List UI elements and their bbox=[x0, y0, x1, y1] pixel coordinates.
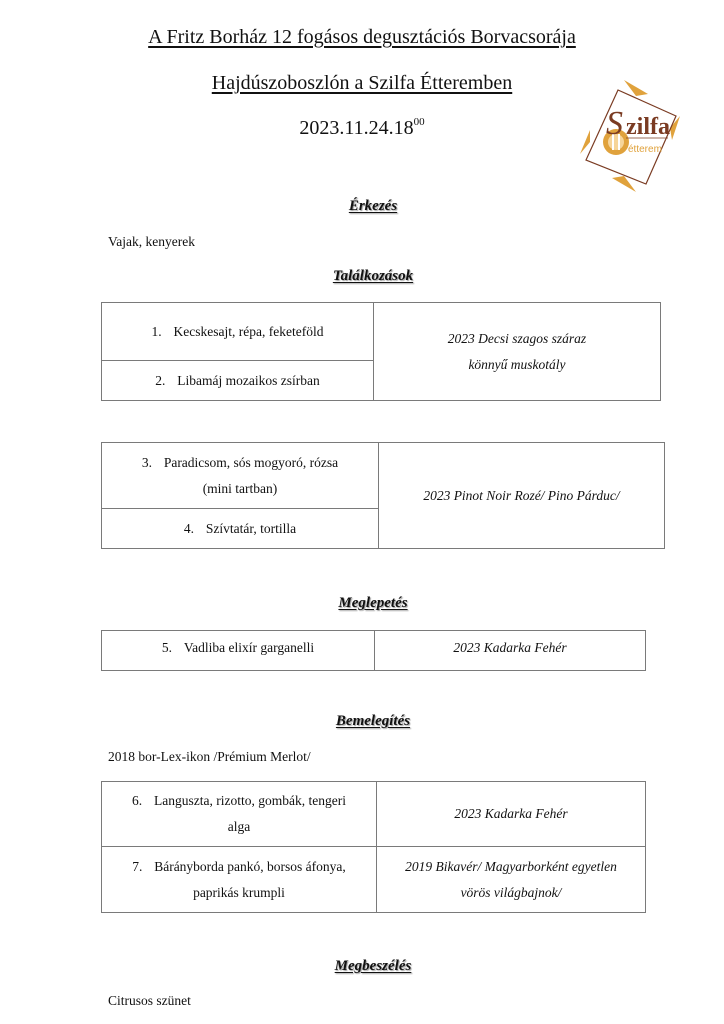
table-meetings-1 bbox=[101, 302, 661, 401]
svg-text:zilfa: zilfa bbox=[626, 114, 670, 140]
dish-cell bbox=[102, 361, 374, 401]
dish-number: 1. bbox=[151, 323, 162, 339]
svg-text:étterem: étterem bbox=[628, 144, 662, 155]
dish-number: 3. bbox=[141, 454, 152, 470]
dish-name: Libamáj mozaikos zsírban bbox=[177, 372, 320, 388]
dish-name: Szívtatár, tortilla bbox=[205, 520, 297, 536]
heading-warmup: Bemelegítés bbox=[335, 713, 411, 729]
heading-meetings: Találkozások bbox=[332, 268, 414, 284]
heading-arrival: Érkezés bbox=[348, 198, 398, 214]
dish-name-cont: alga bbox=[227, 819, 251, 834]
title-line-2: Hajdúszoboszlón a Szilfa Étteremben bbox=[211, 72, 513, 94]
wine-cell bbox=[374, 303, 661, 401]
dish-number: 6. bbox=[132, 793, 143, 808]
wine-line-1: 2023 Decsi szagos száraz bbox=[447, 330, 587, 346]
arrival-text: Vajak, kenyerek bbox=[108, 234, 195, 249]
heading-discussion: Megbeszélés bbox=[334, 958, 412, 974]
table-surprise bbox=[101, 630, 646, 671]
dish-name: Vadliba elixír garganelli bbox=[183, 640, 315, 655]
dish-name-cont: paprikás krumpli bbox=[193, 884, 285, 900]
dish-cell bbox=[102, 509, 379, 549]
dish-number: 7. bbox=[132, 858, 143, 874]
dish-name: Bárányborda pankó, borsos áfonya, bbox=[154, 858, 346, 874]
svg-text:S: S bbox=[606, 105, 623, 142]
dish-number: 2. bbox=[155, 372, 166, 388]
wine-cell bbox=[377, 847, 646, 913]
discussion-text: Citrusos szünet bbox=[108, 993, 191, 1008]
table-meetings-2 bbox=[101, 442, 665, 549]
szilfa-logo bbox=[576, 76, 686, 194]
event-date-minutes: 00 bbox=[413, 116, 425, 128]
szilfa-logo-graphic bbox=[576, 76, 686, 194]
event-date-main: 2023.11.24.18 bbox=[299, 117, 414, 139]
wine-cell: 2023 Kadarka Fehér bbox=[375, 631, 646, 671]
wine-line-2: vörös világbajnok/ bbox=[460, 884, 562, 900]
wine-line-1: 2019 Bikavér/ Magyarborként egyetlen bbox=[405, 858, 617, 874]
table-warmup bbox=[101, 781, 646, 913]
dish-name: Languszta, rizotto, gombák, tengeri bbox=[154, 793, 346, 808]
dish-cell bbox=[102, 847, 377, 913]
warmup-text: 2018 bor-Lex-ikon /Prémium Merlot/ bbox=[108, 749, 311, 764]
title-line-1: A Fritz Borház 12 fogásos degusztációs Borvacsorája bbox=[148, 26, 576, 48]
dish-name: Kecskesajt, répa, feketeföld bbox=[173, 323, 324, 339]
dish-number: 4. bbox=[183, 520, 195, 536]
wine-cell: 2023 Kadarka Fehér bbox=[377, 782, 646, 847]
dish-cell bbox=[102, 782, 377, 847]
dish-name: Paradicsom, sós mogyoró, rózsa bbox=[163, 454, 339, 470]
dish-cell bbox=[102, 443, 379, 509]
dish-name-cont: (mini tartban) bbox=[202, 480, 278, 496]
dish-cell bbox=[102, 631, 375, 671]
wine-cell: 2023 Pinot Noir Rozé/ Pino Párduc/ bbox=[379, 443, 665, 549]
dish-number: 5. bbox=[161, 640, 173, 655]
wine-line-2: könnyű muskotály bbox=[468, 356, 566, 372]
heading-surprise: Meglepetés bbox=[338, 595, 408, 611]
dish-cell bbox=[102, 303, 374, 361]
